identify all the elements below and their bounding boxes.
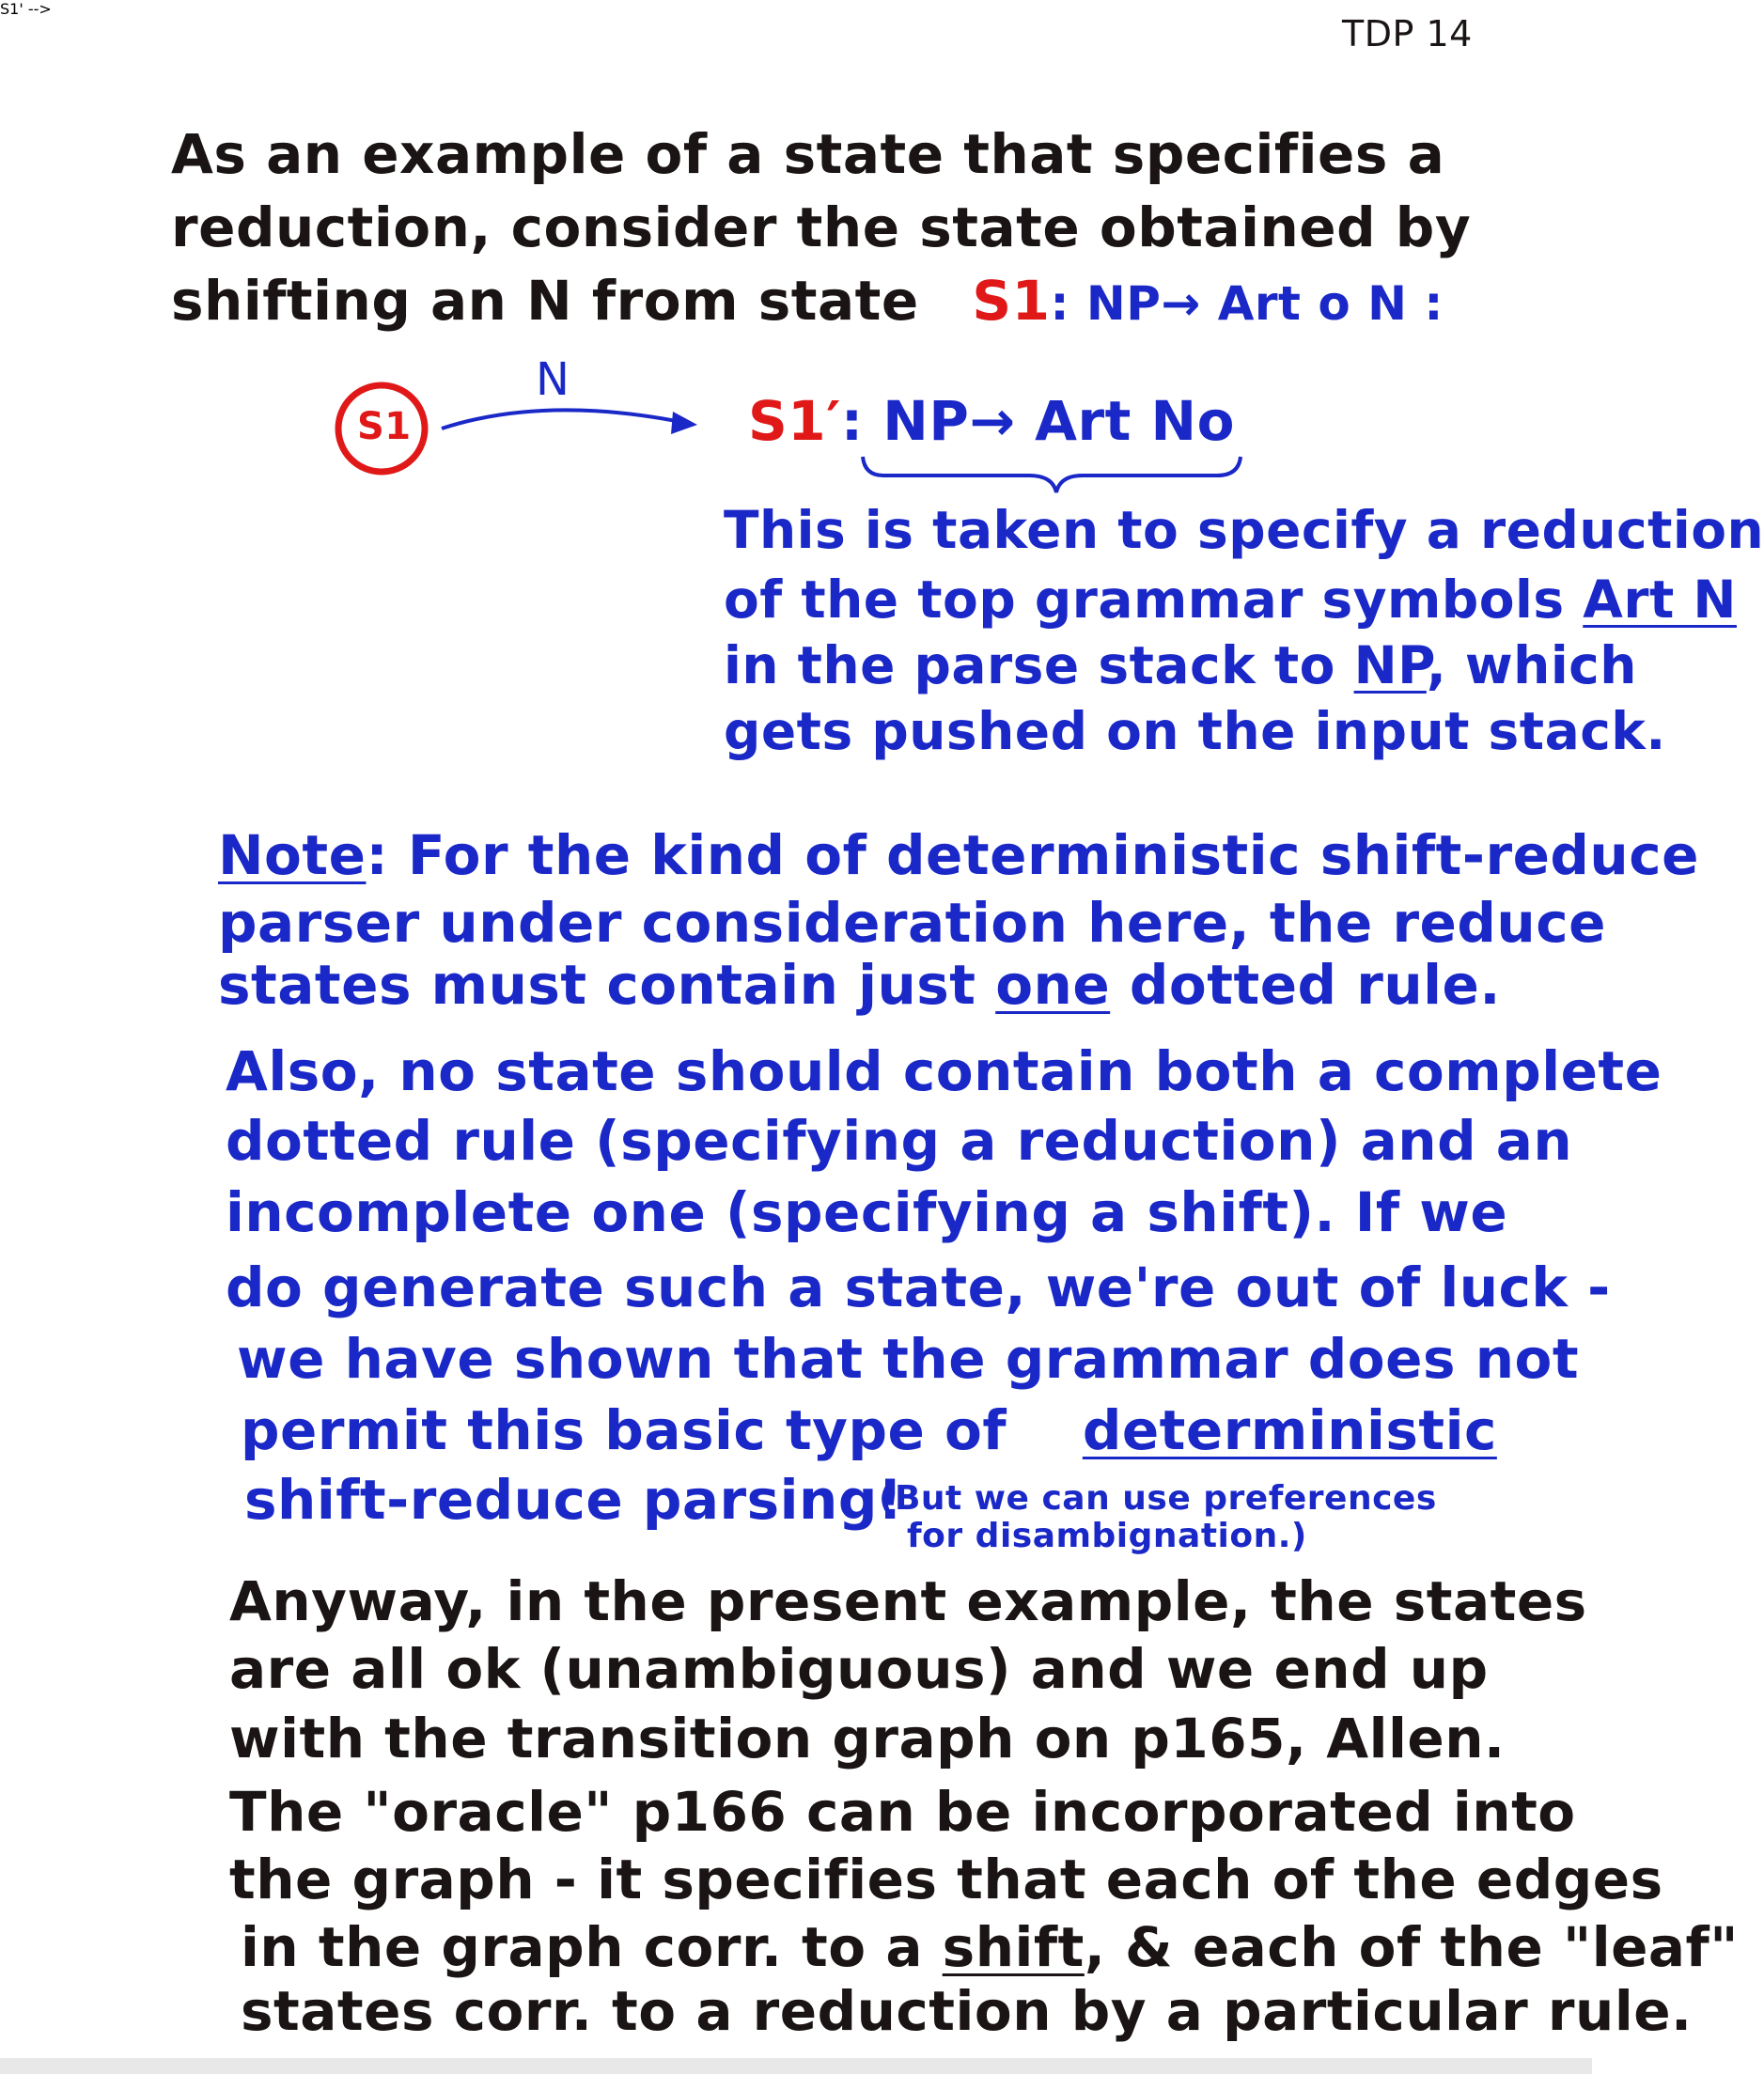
annotation-line-3-suffix: , which xyxy=(1426,635,1637,695)
note-one: one xyxy=(995,953,1111,1017)
annotation-symbols: Art N xyxy=(1583,569,1737,630)
also-line-2: dotted rule (specifying a reduction) and an xyxy=(226,1109,1573,1173)
oracle-line-4: states corr. to a reduction by a particular rule. xyxy=(241,1979,1693,2043)
also-deterministic: deterministic xyxy=(1082,1398,1497,1462)
underbrace xyxy=(863,457,1241,492)
also-line-3: incomplete one (specifying a shift). If we xyxy=(226,1180,1508,1244)
state-node-label: S1 xyxy=(357,405,412,448)
annotation-np: NP xyxy=(1353,635,1427,695)
target-state xyxy=(748,389,1235,453)
note-line-1 xyxy=(218,823,1699,887)
oracle-line-3-suffix: , & each of the "leaf" xyxy=(1084,1915,1740,1979)
also-line-6 xyxy=(241,1398,1497,1462)
note-line-3 xyxy=(218,953,1501,1017)
edge-label: N xyxy=(536,353,570,406)
note-line-3-suffix: dotted rule. xyxy=(1129,953,1501,1017)
annotation-line-4: gets pushed on the input stack. xyxy=(724,701,1666,761)
annotation-line-3-prefix: in the parse stack to xyxy=(724,635,1335,695)
also-line-5: we have shown that the grammar does not xyxy=(237,1327,1580,1391)
annotation-line-2-prefix: of the top grammar symbols xyxy=(724,569,1565,630)
arrow-head xyxy=(671,412,697,434)
page-number: TDP 14 xyxy=(1342,13,1473,55)
oracle-line-3-prefix: in the graph corr. to a xyxy=(241,1915,923,1979)
oracle-line-3 xyxy=(241,1915,1739,1979)
also-aside-2: for disambignation.) xyxy=(907,1517,1307,1555)
note-line-3-prefix: states must contain just xyxy=(218,953,976,1017)
target-state-label: S1′ xyxy=(748,389,841,453)
oracle-shift: shift xyxy=(942,1915,1085,1979)
also-line-1: Also, no state should contain both a complete xyxy=(226,1039,1663,1103)
scan-edge xyxy=(0,2058,1592,2074)
transition-arrow xyxy=(442,410,686,429)
also-line-7: shift-reduce parsing! xyxy=(244,1468,903,1532)
intro-line-1: As an example of a state that specifies a xyxy=(171,122,1445,186)
intro-line-2: reduction, consider the state obtained by xyxy=(171,195,1472,259)
whiteboard-page: TDP 14 As an example of a state that specifies a reduction, consider the state obtained by shifting an N from state S1: NP→ Art o N : S1' --> S1 N S1′: NP→ Art No This is taken to specify a reduction of the top grammar symbols Art N in the parse stack to NP, which gets pushed on the input stack. Note: For the kind of deterministic shift-reduce parser under consideration here, the reduce states must contain just one dotted rule. Also, no state should contain both a complete dotted rule (specifying a reduction) and an incomplete one (specifying a shift). If we do generate such a state, we're out of luck - we have shown that the grammar does not permit this basic type of deterministic shift-reduce parsing! (But we can use preferences for disambignation.) Anyway, in the present example, the states are all ok (unambiguous) and we end up with the transition graph on p165, Allen. The "oracle" p166 can be incorporated into the graph - it specifies that each of the edges in the graph corr. to a shift, & each of the "leaf" states corr. to a reduction by a particular rule. xyxy=(0,0,1592,2074)
annotation-line-1: This is taken to specify a reduction xyxy=(724,500,1764,560)
anyway-line-3: with the transition graph on p165, Allen. xyxy=(229,1707,1506,1770)
also-aside-1: (But we can use preferences xyxy=(879,1479,1437,1518)
oracle-line-2: the graph - it specifies that each of the edges xyxy=(229,1848,1663,1911)
note-label: Note xyxy=(218,823,367,887)
intro-line-3 xyxy=(171,269,1444,333)
also-line-6-prefix: permit this basic type of xyxy=(241,1398,1007,1462)
state-rule-s1: : NP→ Art o N : xyxy=(1050,276,1444,331)
note-line-1-text: : For the kind of deterministic shift-reduce xyxy=(366,823,1699,887)
anyway-line-2: are all ok (unambiguous) and we end up xyxy=(229,1637,1489,1701)
intro-line-3-prefix: shifting an N from state xyxy=(171,269,919,333)
annotation-line-2 xyxy=(724,569,1737,630)
target-state-rule: : NP→ Art No xyxy=(840,389,1235,453)
annotation-line-3 xyxy=(724,635,1637,695)
anyway-line-1: Anyway, in the present example, the states xyxy=(229,1569,1587,1633)
note-line-2: parser under consideration here, the reduce xyxy=(218,891,1606,955)
also-line-4: do generate such a state, we're out of luck - xyxy=(226,1255,1611,1319)
state-label-s1: S1 xyxy=(972,269,1051,333)
oracle-line-1: The "oracle" p166 can be incorporated into xyxy=(229,1780,1576,1844)
